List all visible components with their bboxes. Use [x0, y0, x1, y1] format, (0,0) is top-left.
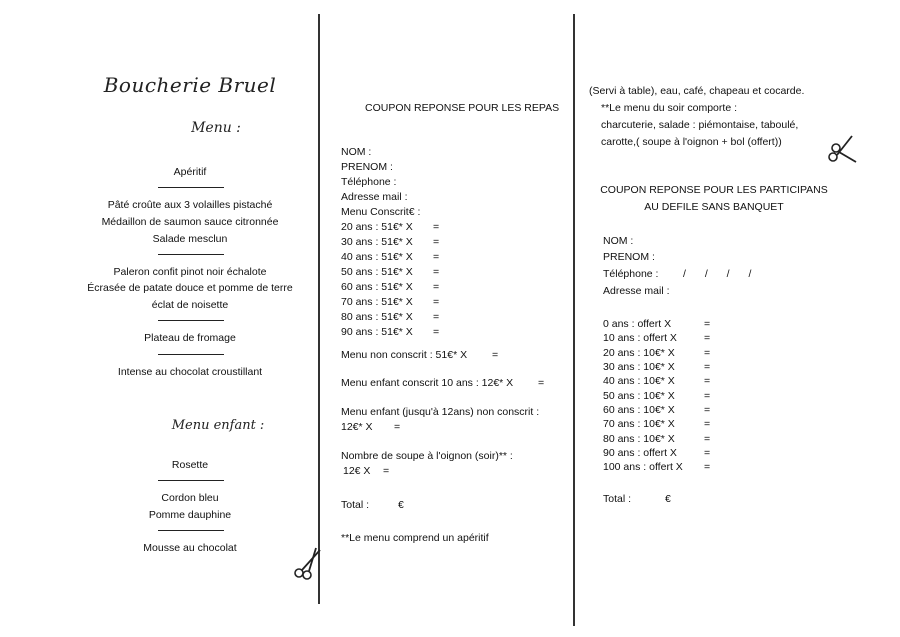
parade-age-row[interactable]: 100 ans : offert X =	[603, 461, 711, 473]
menu-note: carotte,( soupe à l'oignon + bol (offert))	[601, 136, 782, 148]
divider	[158, 254, 224, 255]
main-item: Paleron confit pinot noir échalote	[113, 266, 267, 278]
menu-note: **Le menu du soir comporte :	[601, 102, 737, 114]
divider	[158, 320, 224, 321]
parade-age-row[interactable]: 80 ans : 10€* X =	[603, 433, 711, 445]
conscrit-row[interactable]: 20 ans : 51€* X =	[341, 221, 440, 233]
meal-footnote: **Le menu comprend un apéritif	[341, 532, 489, 544]
conscrit-row[interactable]: 40 ans : 51€* X =	[341, 251, 440, 263]
child-starter-item: Rosette	[171, 459, 209, 471]
meal-coupon-title: COUPON REPONSE POUR LES REPAS	[365, 102, 560, 114]
conscrit-row[interactable]: 50 ans : 51€* X =	[341, 266, 440, 278]
child-main-item: Pomme dauphine	[148, 509, 232, 521]
cheese-item: Plateau de fromage	[144, 332, 236, 344]
fold-line-right	[573, 14, 575, 626]
scissors-icon	[826, 134, 860, 168]
parade-age-row[interactable]: 10 ans : offert X =	[603, 332, 711, 344]
divider	[158, 187, 224, 188]
conscrit-row[interactable]: 30 ans : 51€* X =	[341, 236, 440, 248]
parade-age-row[interactable]: 30 ans : 10€* X =	[603, 361, 711, 373]
child-main-item: Cordon bleu	[161, 492, 219, 504]
parade-total-row[interactable]: Total : €	[603, 493, 671, 505]
parade-age-row[interactable]: 70 ans : 10€* X =	[603, 418, 711, 430]
conscrit-row[interactable]: 60 ans : 51€* X =	[341, 281, 440, 293]
parade-age-row[interactable]: 90 ans : offert X =	[603, 447, 711, 459]
soup-row[interactable]: 12€ X =	[343, 465, 390, 477]
parade-email-field[interactable]: Adresse mail :	[603, 285, 670, 297]
starter-item: Pâté croûte aux 3 volailles pistaché	[107, 199, 273, 211]
child-dessert-item: Mousse au chocolat	[143, 542, 237, 554]
scissors-icon	[292, 546, 326, 580]
menu-heading: Menu :	[191, 120, 241, 136]
child-conscrit-row[interactable]: Menu enfant conscrit 10 ans : 12€* X =	[341, 377, 545, 389]
prenom-field[interactable]: PRENOM :	[341, 161, 393, 173]
telephone-field[interactable]: Téléphone :	[341, 176, 397, 188]
parade-nom-field[interactable]: NOM :	[603, 235, 634, 247]
conscrit-row[interactable]: 80 ans : 51€* X =	[341, 311, 440, 323]
parade-age-row[interactable]: 0 ans : offert X =	[603, 318, 711, 330]
parade-age-row[interactable]: 60 ans : 10€* X =	[603, 404, 711, 416]
parade-coupon-title: COUPON REPONSE POUR LES PARTICIPANS	[600, 184, 828, 196]
starter-item: Médaillon de saumon sauce citronnée	[101, 216, 279, 228]
child-menu-heading: Menu enfant :	[171, 418, 265, 433]
conscrit-row[interactable]: 70 ans : 51€* X =	[341, 296, 440, 308]
parade-telephone-field[interactable]: Téléphone : / / / /	[603, 268, 752, 280]
nom-field[interactable]: NOM :	[341, 146, 372, 158]
parade-age-row[interactable]: 40 ans : 10€* X =	[603, 375, 711, 387]
parade-prenom-field[interactable]: PRENOM :	[603, 251, 655, 263]
non-conscrit-row[interactable]: Menu non conscrit : 51€* X =	[341, 349, 499, 361]
meal-total-row[interactable]: Total : €	[341, 499, 404, 511]
divider	[158, 354, 224, 355]
parade-age-row[interactable]: 20 ans : 10€* X =	[603, 347, 711, 359]
child-non-conscrit-row[interactable]: 12€* X =	[341, 421, 401, 433]
child-non-conscrit-label: Menu enfant (jusqu'à 12ans) non conscrit :	[341, 406, 540, 418]
conscrit-menu-label: Menu Conscrit€ :	[341, 206, 421, 218]
conscrit-row[interactable]: 90 ans : 51€* X =	[341, 326, 440, 338]
main-item: éclat de noisette	[151, 299, 229, 311]
fold-line-left	[318, 14, 320, 604]
brand-title: Boucherie Bruel	[103, 73, 277, 97]
soup-label: Nombre de soupe à l'oignon (soir)** :	[341, 450, 513, 462]
dessert-item: Intense au chocolat croustillant	[117, 366, 263, 378]
divider	[158, 530, 224, 531]
email-field[interactable]: Adresse mail :	[341, 191, 408, 203]
starter-item: Salade mesclun	[152, 233, 228, 245]
aperitif-item: Apéritif	[173, 166, 207, 178]
divider	[158, 480, 224, 481]
parade-coupon-subtitle: AU DEFILE SANS BANQUET	[644, 201, 784, 213]
menu-note: charcuterie, salade : piémontaise, taboulé,	[601, 119, 799, 131]
parade-age-row[interactable]: 50 ans : 10€* X =	[603, 390, 711, 402]
main-item: Écrasée de patate douce et pomme de terre	[87, 282, 293, 294]
menu-note: (Servi à table), eau, café, chapeau et cocarde.	[589, 85, 805, 97]
